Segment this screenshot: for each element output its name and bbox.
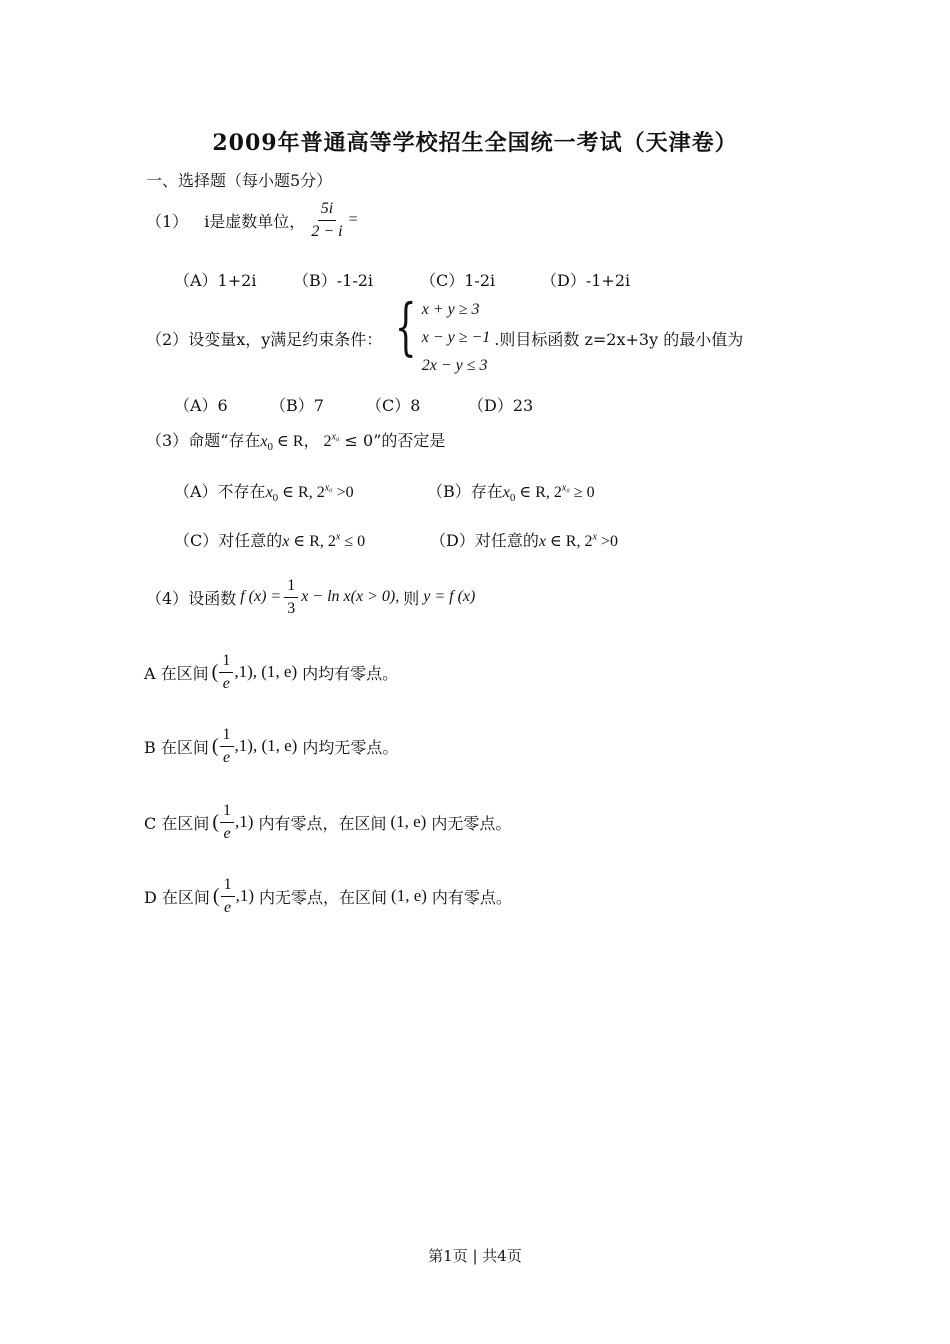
q4-fx: f (x) = <box>240 588 282 606</box>
q2-number: （2） <box>146 329 189 349</box>
q3-end: ≤ 0”的否定是 <box>339 431 446 450</box>
q2-option-c: （C）8 <box>366 396 421 415</box>
q1-frac-numerator: 5i <box>318 200 336 221</box>
q4-d-label: D 在区间 <box>144 887 210 907</box>
q3-b-sup: x₀ <box>561 482 570 494</box>
q2-text: 设变量x，y满足约束条件： <box>188 329 383 349</box>
q3-d-mid: ∈ R, 2 <box>545 533 593 550</box>
q4-c-interval: ,1) <box>235 812 254 832</box>
q4-expression: x − ln x(x > 0), <box>301 588 400 606</box>
q3-d-var: x <box>538 533 546 550</box>
q3-b-mid: ∈ R, 2 <box>515 484 562 501</box>
q3-d-end: >0 <box>596 533 618 550</box>
q3-c-mid: ∈ R, 2 <box>289 533 336 550</box>
q3-b-var: x <box>502 484 510 501</box>
q4-c-end-2: 内无零点。 <box>431 813 512 833</box>
q3-b-label: （B）存在 <box>427 482 503 501</box>
q3-b-end: ≥ 0 <box>569 484 595 501</box>
q4-d-interval-2: (1, e) <box>391 886 427 906</box>
q4-option-c <box>144 802 511 842</box>
q4-option-b <box>144 726 398 766</box>
q4-c-end: 内有零点，在区间 <box>258 813 387 833</box>
q4-fraction <box>284 577 298 617</box>
q1-option-b: （B）-1-2i <box>293 271 374 290</box>
q4-c-den: e <box>223 824 231 842</box>
q4-frac-den: 3 <box>287 599 296 617</box>
q4-b-interval: ,1), (1, e) <box>234 736 298 756</box>
q4-b-label: B 在区间 <box>144 737 209 757</box>
q1-option-c: （C）1-2i <box>420 271 496 290</box>
q3-c-end: ≤ 0 <box>340 533 366 550</box>
q4-a-interval: ,1), (1, e) <box>234 662 298 682</box>
q3-b-sub: 0 <box>509 492 516 505</box>
q4-b-open: ( <box>211 734 219 757</box>
q2-tail: .则目标函数 z=2x+3y 的最小值为 <box>494 329 744 349</box>
q4-d-den: e <box>224 898 232 916</box>
q3-option-b <box>427 479 595 504</box>
q4-a-end: 内均有零点。 <box>302 663 399 683</box>
question-3 <box>146 428 445 453</box>
q2-option-b: （B）7 <box>270 396 324 415</box>
question-1 <box>146 200 358 240</box>
q3-d-sup: x <box>592 531 597 543</box>
q3-a-sup: x₀ <box>324 482 333 494</box>
q3-c-sup: x <box>335 531 341 543</box>
q2-option-d: （D）23 <box>468 396 534 415</box>
q4-a-den: e <box>222 674 230 692</box>
q3-option-d <box>430 528 618 551</box>
q4-frac-num: 1 <box>284 577 298 598</box>
q4-option-d <box>144 876 512 916</box>
page-footer: 第1页 | 共4页 <box>428 1247 522 1265</box>
q2-constraint-system <box>386 290 491 380</box>
q4-c-label: C 在区间 <box>144 813 210 833</box>
question-2 <box>146 290 744 380</box>
q4-b-den: e <box>222 748 231 766</box>
q3-option-a <box>174 479 354 504</box>
q4-a-open: ( <box>211 660 219 683</box>
q1-fraction <box>308 200 345 240</box>
q2-constraint-1: x + y ≥ 3 <box>421 301 480 318</box>
q4-then: 则 <box>403 588 420 608</box>
q3-number: （3） <box>146 431 189 450</box>
q4-c-fraction <box>220 802 234 842</box>
q1-option-a: （A）1+2i <box>174 271 257 290</box>
q4-c-num: 1 <box>220 802 234 823</box>
q3-a-var: x <box>265 484 273 501</box>
q1-option-d: （D）-1+2i <box>541 271 631 290</box>
q4-b-fraction <box>220 726 234 766</box>
q1-number: （1） <box>146 211 189 231</box>
section-heading: 一、选择题（每小题5分） <box>146 171 333 190</box>
q3-text: 命题“存在 <box>188 431 261 450</box>
q4-a-fraction <box>219 652 233 692</box>
q1-equals: = <box>348 211 358 229</box>
q2-constraint-2: x − y ≥ −1 <box>421 329 491 346</box>
q3-mid: ∈ R， 2 <box>272 433 332 450</box>
q4-b-end: 内均无零点。 <box>302 737 399 757</box>
left-brace: { <box>395 290 417 363</box>
question-4 <box>146 577 475 617</box>
q4-d-interval: ,1) <box>235 886 255 906</box>
q3-a-end: >0 <box>332 484 354 501</box>
q4-d-fraction <box>221 876 235 916</box>
q4-d-open: ( <box>212 884 220 907</box>
q4-a-label: A 在区间 <box>144 663 209 683</box>
q4-number: （4） <box>146 588 189 608</box>
q4-d-end-2: 内有零点。 <box>431 887 512 907</box>
q4-c-interval-2: (1, e) <box>390 812 427 832</box>
q4-b-num: 1 <box>220 726 234 747</box>
q4-option-a <box>144 652 398 692</box>
q4-yfx: y = f (x) <box>423 588 476 606</box>
q3-sub: 0 <box>267 441 273 454</box>
q3-option-c <box>174 528 365 551</box>
q2-option-a: （A）6 <box>174 396 228 415</box>
q3-c-label: （C）对任意的 <box>174 531 283 550</box>
q3-a-sub: 0 <box>272 492 279 505</box>
q1-text: i是虚数单位， <box>204 211 306 231</box>
q4-text: 设函数 <box>188 588 237 608</box>
q3-var: x <box>260 433 268 450</box>
q3-d-label: （D）对任意的 <box>430 531 539 550</box>
q1-frac-denominator: 2 − i <box>311 222 343 240</box>
q2-constraint-3: 2x − y ≤ 3 <box>421 357 488 374</box>
q3-a-mid: ∈ R, 2 <box>278 484 325 501</box>
q4-a-num: 1 <box>219 652 233 673</box>
q4-c-open: ( <box>212 810 220 833</box>
q3-a-label: （A）不存在 <box>174 482 266 501</box>
q4-d-end: 内无零点，在区间 <box>259 887 388 907</box>
q4-d-num: 1 <box>221 876 235 897</box>
q3-sup: x₀ <box>331 431 340 443</box>
q3-c-var: x <box>282 533 290 550</box>
page-title: 2009年普通高等学校招生全国统一考试（天津卷） <box>212 130 738 156</box>
